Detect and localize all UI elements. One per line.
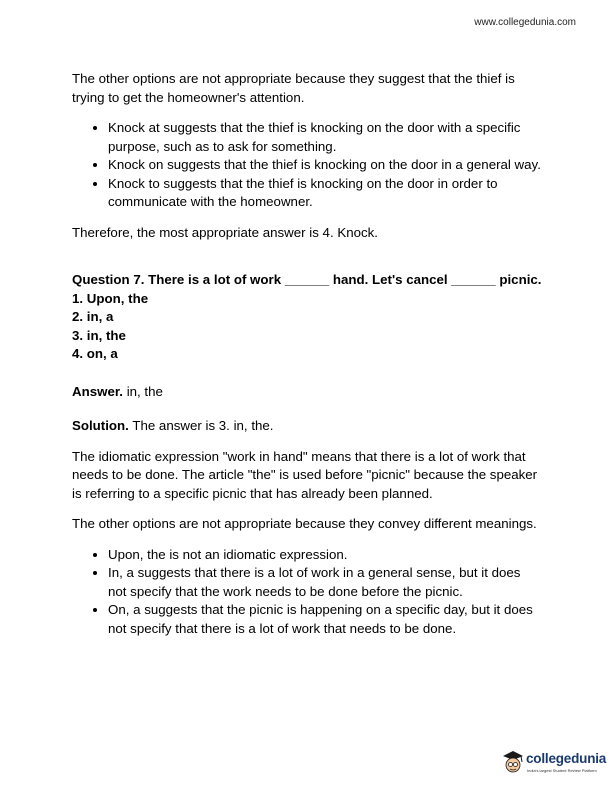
prev-bullet-list [72,119,542,212]
answer-value: in, the [123,383,163,399]
solution-value: The answer is 3. in, the. [128,418,274,433]
prev-intro: The other options are not appropriate because they suggest that the thief is trying to get the homeowner's attention. [72,71,515,105]
list-item: • Knock on suggests that the thief is knocking on the door in a general way. [108,156,542,175]
logo-name: collegedunia [526,751,607,766]
option-item: 3. in, the [72,327,126,343]
list-item: • In, a suggests that there is a lot of work in a general sense, but it does not specify that the work needs to be done before the picnic. [108,564,542,601]
list-item: • Knock to suggests that the thief is knocking on the door in order to communicate with the homeowner. [108,175,542,212]
option-item: 4. on, a [72,346,118,361]
question-options [72,290,542,364]
document-body [72,70,542,650]
answer-line [72,383,542,402]
collegedunia-logo [500,748,607,782]
list-item: • On, a suggests that the picnic is happening on a specific day, but it does not specify that there is a lot of work that needs to be done. [108,601,542,638]
option-item: 2. in, a [72,309,114,324]
prev-conclusion: Therefore, the most appropriate answer is 4. Knock. [72,224,378,240]
solution-bullet-list [72,546,542,639]
solution-para-2: The other options are not appropriate because they convey different meanings. [72,516,537,531]
list-item: • Upon, the is not an idiomatic expression. [108,546,542,565]
solution-label: Solution. [72,418,129,433]
solution-line [72,417,542,436]
question-text: Question 7. There is a lot of work ______ hand. Let's cancel ______ picnic. [72,272,542,287]
site-url: www.collegedunia.com [474,17,576,28]
list-item: • Knock at suggests that the thief is knocking on the door with a specific purpose, such as to ask for something. [108,119,542,156]
logo-tagline: India's largest Student Review Platform [527,768,597,773]
graduate-mascot-icon [500,748,526,774]
option-item: 1. Upon, the [72,290,149,306]
answer-label: Answer. [72,383,123,399]
solution-para-1: The idiomatic expression "work in hand" means that there is a lot of work that needs to be done. The article "the" is used before "picnic" because the speaker is referring to a specific picnic that has already been planned. [72,448,538,501]
